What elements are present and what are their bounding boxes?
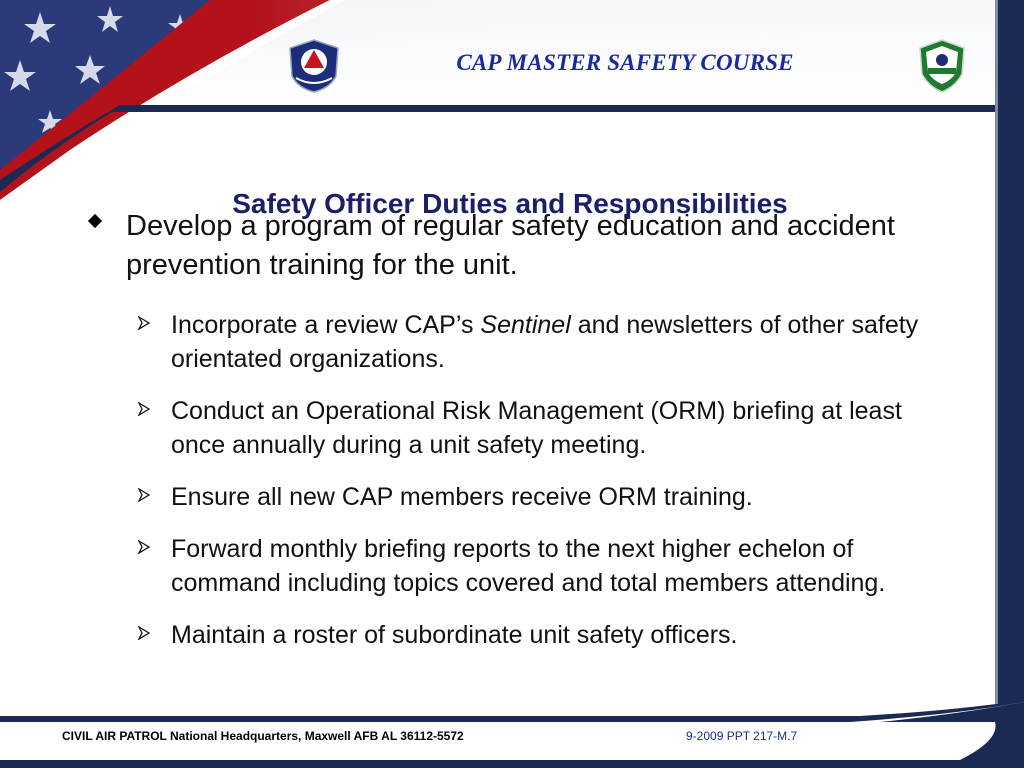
arrow-bullet-icon [138,316,150,330]
sub-bullet-item [138,480,938,514]
sub-bullet-text: Maintain a roster of subordinate unit safety officers. [171,621,738,649]
sentinel-emphasis: Sentinel [480,311,571,339]
arrow-bullet-icon [138,402,150,416]
sub-bullet-item [138,308,938,376]
course-title: CAP MASTER SAFETY COURSE [456,50,794,75]
sub-bullet-text-part: and newsletters of other safety orientated organizations. [171,311,919,373]
footer-reference: 9-2009 PPT 217-M.7 [686,729,798,743]
flag-banner [0,0,1024,200]
sub-bullet-item [138,618,938,652]
arrow-bullet-icon [138,626,150,640]
sub-bullet-text: Forward monthly briefing reports to the next higher echelon of command including topics covered and total members attending. [171,535,886,597]
main-bullet-text: Develop a program of regular safety education and accident prevention training for the unit. [126,210,895,281]
footer-organization: CIVIL AIR PATROL National Headquarters, Maxwell AFB AL 36112-5572 [62,729,464,743]
arrow-bullet-icon [138,488,150,502]
safety-shield-emblem-icon [916,38,968,94]
sub-bullet-item [138,532,938,600]
sub-bullet-item [138,394,938,462]
sub-bullet-list [138,308,938,670]
arrow-bullet-icon [138,540,150,554]
sub-bullet-text [171,308,938,376]
sub-bullet-text: Ensure all new CAP members receive ORM training. [171,483,753,511]
civil-air-patrol-emblem-icon [286,38,342,94]
side-band [995,0,1024,768]
diamond-bullet-icon [88,214,102,228]
sub-bullet-text: Conduct an Operational Risk Management (ORM) briefing at least once annually during a unit safety meeting. [171,397,902,459]
sub-bullet-text-part: Incorporate a review CAP’s [171,311,481,339]
slide-title: Safety Officer Duties and Responsibilities [232,188,788,219]
